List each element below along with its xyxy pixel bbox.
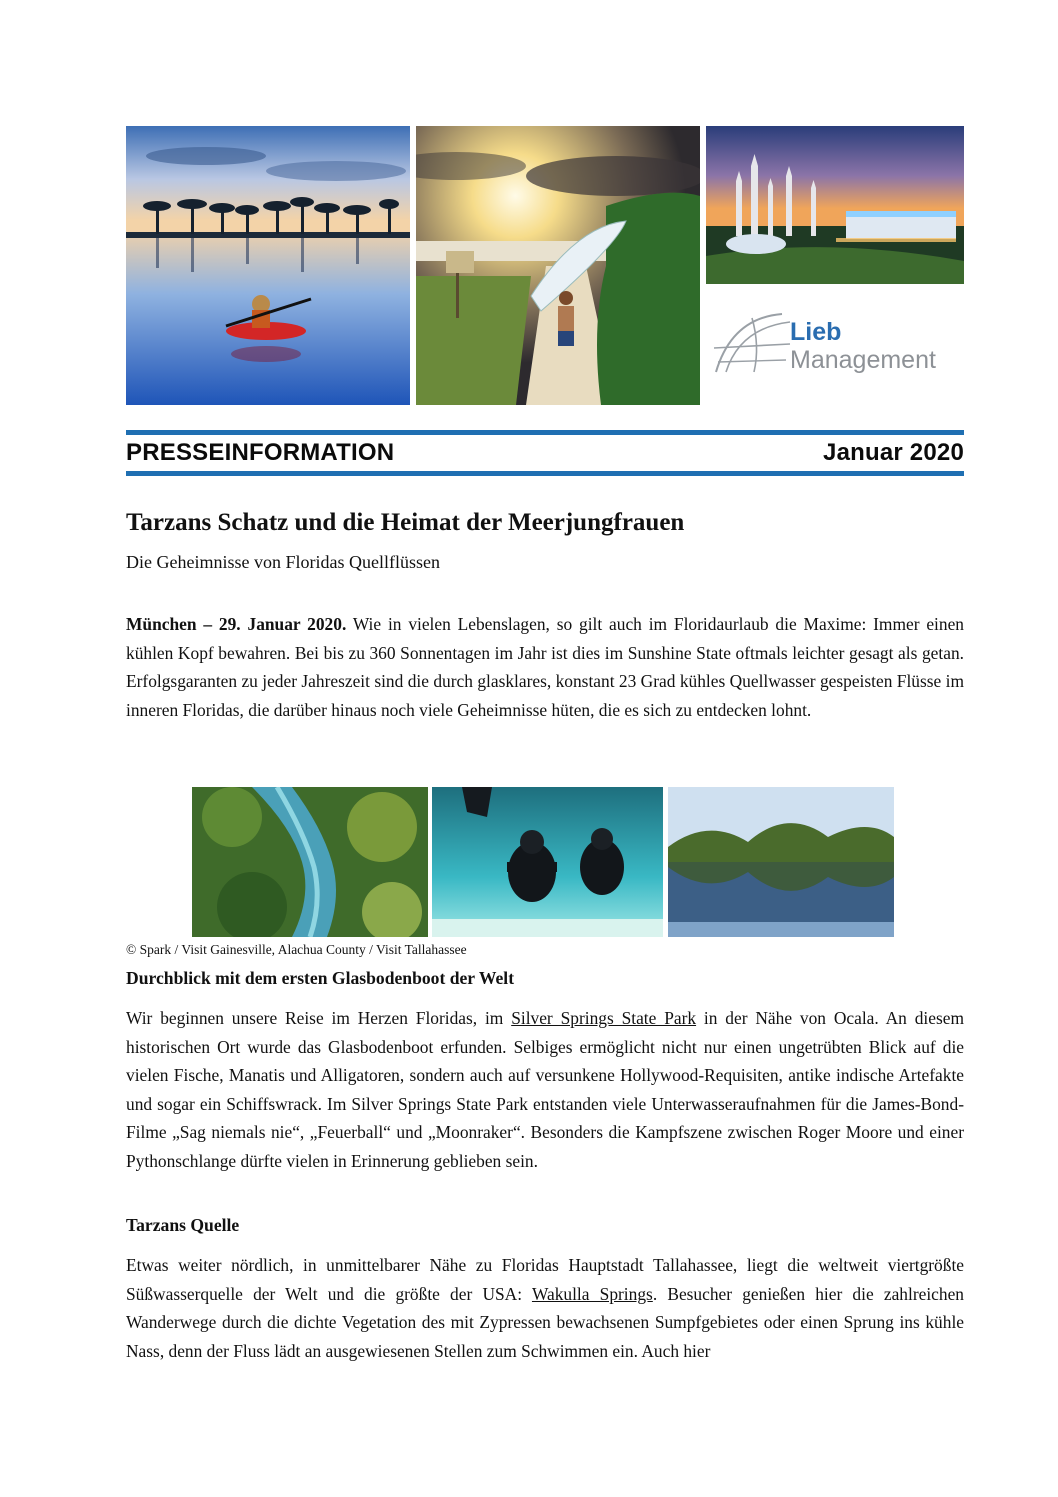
- beach-surfer-photo: [416, 126, 700, 405]
- logo-text-management: Management: [790, 346, 936, 374]
- divers-photo: [432, 787, 663, 937]
- article-title: Tarzans Schatz und die Heimat der Meerjungfrauen: [126, 509, 685, 536]
- header-rule-bottom: [126, 471, 964, 476]
- section1-paragraph: [126, 1004, 964, 1175]
- cypress-river-photo: [668, 787, 894, 937]
- silver-springs-link[interactable]: Silver Springs State Park: [511, 1008, 697, 1028]
- intro-body: Wie in vielen Lebenslagen, so gilt auch im Floridaurlaub die Maxime: Immer einen kühlen Kopf bewahren. Bei bis zu 360 Sonnentagen im Jahr ist dies im Sunshine State oftmals leichter gesagt als getan. Erfolgsgaranten zu jeder Jahreszeit sind die durch glasklares, konstant 23 Grad kühles Quellwasser gespeisten Flüsse im inneren Floridas, die darüber hinaus noch viele Geheimnisse hüten, die es sich zu entdecken lohnt.: [126, 614, 964, 720]
- header-rule-top: [126, 430, 964, 435]
- globe-logo-icon: [712, 310, 794, 376]
- space-center-photo: [706, 126, 964, 284]
- wakulla-springs-link[interactable]: Wakulla Springs: [531, 1283, 653, 1304]
- section2-text-before: Etwas weiter nördlich, in unmittelbarer Nähe zu Floridas Hauptstadt Tallahassee, liegt die weltweit viertgrößte Süßwasserquelle der Welt und die größte der USA:: [126, 1255, 964, 1304]
- section2-text-after: . Besucher genießen hier die zahlreichen Wanderwege durch die dichte Vegetation des mit Zypressen bewachsenen Sumpfgebietes oder einen Sprung ins kühle Nass, denn der Fluss lädt an ausgewiesenen Stellen zum Schwimmen ein. Auch hier: [126, 1283, 964, 1361]
- aerial-river-photo: [192, 787, 428, 937]
- photo-credit: © Spark / Visit Gainesville, Alachua County / Visit Tallahassee: [126, 942, 467, 957]
- section1-heading: Durchblick mit dem ersten Glasbodenboot der Welt: [126, 968, 515, 988]
- company-logo: [712, 308, 964, 382]
- section1-text-after: in der Nähe von Ocala. An diesem historischen Ort wurde das Glasbodenboot erfunden. Selbiges ermöglicht nicht nur einen ungetrübten Blick auf die vielen Fische, Manatis und Alligatoren, sondern auch auf versunkene Hollywood-Requisiten, antike indische Artefakte und sogar ein Schiffswrack. Im Silver Springs State Park entstanden viele Unterwasseraufnahmen für die James-Bond-Filme „Sag niemals nie“, „Feuerball“ und „Moonraker“. Besonders die Kampfszene zwischen Roger Moore und einer Pythonschlange dürfte vielen in Erinnerung geblieben sein.: [126, 1008, 964, 1171]
- section1-text-before: Wir beginnen unsere Reise im Herzen Floridas, im: [126, 1008, 512, 1028]
- intro-dateline: München – 29. Januar 2020.: [126, 614, 347, 634]
- intro-paragraph: [126, 610, 964, 724]
- press-label: PRESSEINFORMATION: [126, 439, 395, 466]
- article-subtitle: Die Geheimnisse von Floridas Quellflüssen: [126, 552, 440, 572]
- section2-heading: Tarzans Quelle: [126, 1215, 240, 1235]
- section2-paragraph: [126, 1251, 964, 1365]
- press-date: Januar 2020: [823, 439, 964, 466]
- kayak-photo: [126, 126, 410, 405]
- logo-text-lieb: Lieb: [790, 318, 842, 346]
